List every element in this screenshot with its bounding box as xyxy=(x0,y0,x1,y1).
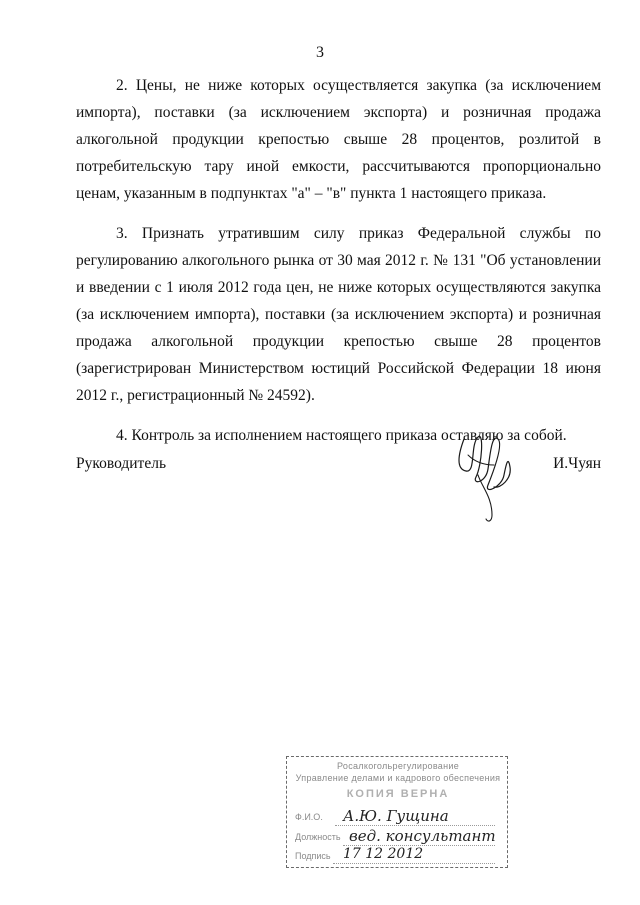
stamp-signature-date: 17 12 2012 xyxy=(343,846,424,862)
stamp-department: Управление делами и кадрового обеспечения xyxy=(295,773,501,783)
stamp-position-value: вед. консультант xyxy=(349,827,496,845)
document-body xyxy=(76,72,601,462)
stamp-organization: Росалкогольрегулирование xyxy=(336,761,460,771)
stamp-signature-label: Подпись xyxy=(295,851,331,861)
page-number: 3 xyxy=(316,44,324,61)
stamp-signature-line xyxy=(333,863,495,864)
paragraph-2: 2. Цены, не ниже которых осуществляется закупка (за исключением импорта), поставки (за исключением экспорта) и розничная продажа алкогольной продукции крепостью свыше 28 процентов, розлитой в потребительскую тару иной емкости, рассчитываются пропорционально ценам, указанным в подпунктах "а" – "в" пункта 1 настоящего приказа. xyxy=(76,77,601,202)
stamp-copy-verified: КОПИЯ ВЕРНА xyxy=(346,788,450,800)
paragraph-4: 4. Контроль за исполнением настоящего приказа оставляю за собой. xyxy=(116,427,567,444)
signatory-name: И.Чуян xyxy=(553,455,601,472)
stamp-name-label: Ф.И.О. xyxy=(295,812,323,822)
signatory-title: Руководитель xyxy=(76,455,167,472)
certification-stamp xyxy=(286,756,508,868)
stamp-name-value: А.Ю. Гущина xyxy=(343,807,449,825)
paragraph-3: 3. Признать утратившим силу приказ Федеральной службы по регулированию алкогольного рынка от 30 мая 2012 г. № 131 "Об установлении и введении с 1 июля 2012 года цен, не ниже которых осуществляются закупка (за исключением импорта), поставки (за исключением экспорта) и розничная продажа алкогольной продукции крепостью свыше 28 процентов (зарегистрирован Министерством юстиций Российской Федерации 18 июня 2012 г., регистрационный № 24592). xyxy=(76,225,601,404)
handwritten-signature-icon xyxy=(448,425,528,525)
stamp-position-label: Должность xyxy=(295,832,341,842)
stamp-name-line xyxy=(335,825,495,826)
